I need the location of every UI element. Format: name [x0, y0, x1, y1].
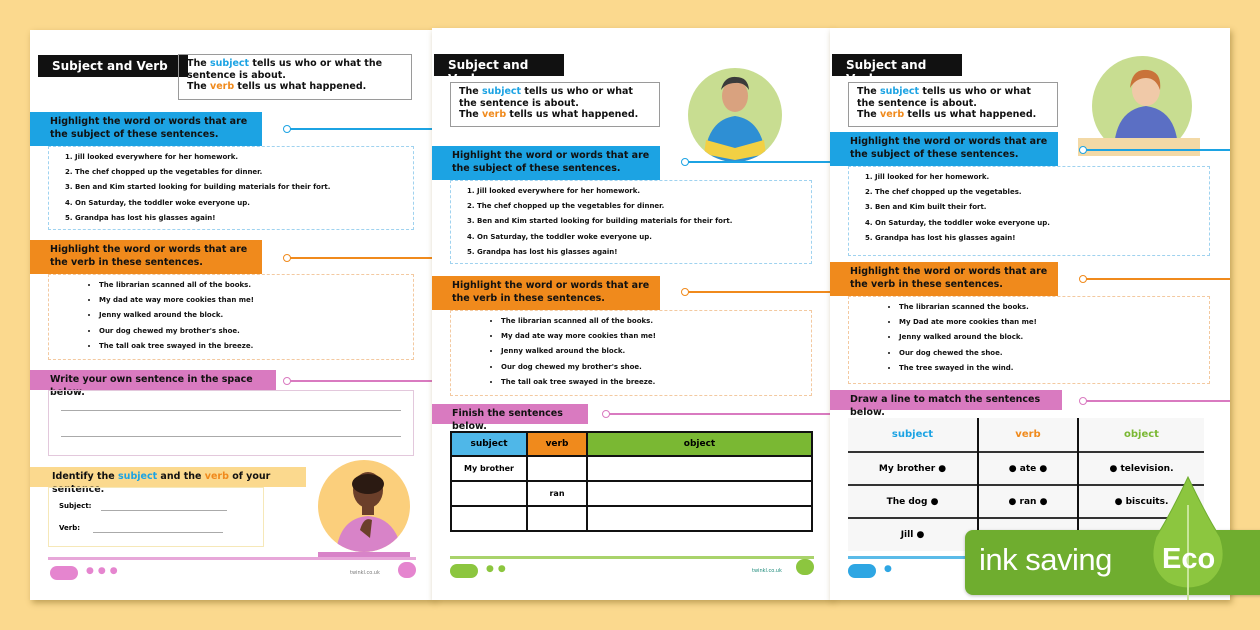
finish-sentence-table: [450, 431, 813, 532]
verb-keyword: verb: [880, 109, 905, 120]
identify-instruction-banner: [30, 467, 306, 495]
desk-illustration: [1078, 138, 1200, 156]
column-header-object: object: [587, 432, 812, 456]
list-item: 2. The chef chopped up the vegetables for dinner.: [477, 202, 803, 211]
twinkl-logo-icon: [450, 564, 478, 578]
twinkl-logo-small-icon: [796, 559, 814, 575]
verb-keyword: verb: [210, 81, 235, 92]
definition-text: tells us who or what the sentence is about.: [187, 58, 383, 81]
banner-text: and the: [157, 471, 205, 482]
definition-text: The: [857, 86, 880, 97]
list-item: • The librarian scanned all of the books.: [501, 317, 803, 326]
verb-keyword: verb: [482, 109, 507, 120]
definition-text: tells us what happened.: [904, 109, 1037, 120]
table-row: [451, 506, 812, 531]
list-item: • The tree swayed in the wind.: [899, 364, 1201, 373]
verb-label: Verb:: [59, 524, 81, 532]
column-header-subject: subject: [848, 418, 978, 452]
list-item: • Our dog chewed the shoe.: [899, 349, 1201, 358]
boy-reading-icon: [688, 68, 782, 162]
list-item: 5. Grandpa has lost his glasses again!: [477, 248, 803, 257]
sentence-writing-area[interactable]: [48, 390, 414, 456]
list-item: 5. Grandpa has lost his glasses again!: [75, 214, 405, 223]
match-item-object[interactable]: ● television.: [1078, 452, 1204, 485]
definition-box: [178, 54, 412, 100]
connector-line: [684, 161, 832, 163]
definition-text: The: [459, 109, 482, 120]
match-item-subject[interactable]: My brother ●: [848, 452, 978, 485]
list-item: • The tall oak tree swayed in the breeze.: [501, 378, 803, 387]
footer-url: twinkl.co.uk: [752, 568, 782, 574]
subject-answer-line[interactable]: [101, 510, 227, 511]
list-item: • Our dog chewed my brother's shoe.: [501, 363, 803, 372]
column-header-verb: verb: [978, 418, 1078, 452]
worksheet-title: Subject and Verb: [832, 54, 962, 76]
table-cell[interactable]: [527, 506, 587, 531]
boy-thinking-illustration: [318, 460, 410, 552]
subject-instruction-banner: Highlight the word or words that are the subject of these sentences.: [432, 146, 660, 180]
definition-text: The: [187, 81, 210, 92]
match-item-subject[interactable]: Jill ●: [848, 518, 978, 551]
list-item: • My dad ate way more cookies than me!: [501, 332, 803, 341]
list-item: • The librarian scanned the books.: [899, 303, 1201, 312]
table-cell[interactable]: My brother: [451, 456, 527, 481]
match-instruction-banner: Draw a line to match the sentences below.: [830, 390, 1062, 410]
match-item-verb[interactable]: ● ran ●: [978, 485, 1078, 518]
subject-keyword: subject: [118, 471, 158, 482]
footer-url: twinkl.co.uk: [350, 570, 380, 576]
verb-instruction-banner: Highlight the word or words that are the verb in these sentences.: [830, 262, 1058, 296]
definition-text: tells us what happened.: [234, 81, 367, 92]
list-item: 3. Ben and Kim started looking for building materials for their fort.: [75, 183, 405, 192]
difficulty-dots: ●: [884, 564, 896, 574]
worksheet-page-1: [30, 30, 434, 600]
connector-line: [684, 291, 832, 293]
subject-instruction-banner: Highlight the word or words that are the subject of these sentences.: [30, 112, 262, 146]
connector-line: [1082, 149, 1230, 151]
list-item: 1. Jill looked everywhere for her homework.: [75, 153, 405, 162]
table-header-row: [848, 418, 1204, 452]
list-item: 5. Grandpa has lost his glasses again!: [875, 234, 1201, 243]
twinkl-logo-icon: [50, 566, 78, 580]
list-item: 2. The chef chopped up the vegetables for dinner.: [75, 168, 405, 177]
connector-line: [1082, 278, 1230, 280]
subject-sentence-list: [848, 166, 1210, 256]
list-item: 1. Jill looked everywhere for her homework.: [477, 187, 803, 196]
list-item: • Jenny walked around the block.: [899, 333, 1201, 342]
list-item: • The tall oak tree swayed in the breeze.: [99, 342, 405, 351]
verb-sentence-list: [450, 310, 812, 396]
table-cell[interactable]: [587, 456, 812, 481]
definition-text: The: [857, 109, 880, 120]
list-item: • My dad ate way more cookies than me!: [99, 296, 405, 305]
subject-sentence-list: [48, 146, 414, 230]
list-item: 4. On Saturday, the toddler woke everyone up.: [477, 233, 803, 242]
column-header-subject: subject: [451, 432, 527, 456]
definition-box: [848, 82, 1058, 127]
eco-label: Eco: [1162, 543, 1216, 575]
definition-text: The: [187, 58, 210, 69]
table-row: [451, 456, 812, 481]
boy-thinking-icon: [318, 460, 410, 552]
verb-instruction-banner: Highlight the word or words that are the verb in these sentences.: [30, 240, 262, 274]
subject-keyword: subject: [880, 86, 920, 97]
worksheet-title: Subject and Verb: [434, 54, 564, 76]
subject-keyword: subject: [210, 58, 250, 69]
table-row: [451, 481, 812, 506]
table-cell[interactable]: [451, 481, 527, 506]
table-cell[interactable]: [587, 506, 812, 531]
table-header-row: [451, 432, 812, 456]
match-item-object[interactable]: ● biscuits.: [1078, 485, 1204, 518]
writing-line: [61, 410, 401, 411]
definition-text: The: [459, 86, 482, 97]
list-item: 4. On Saturday, the toddler woke everyone up.: [75, 199, 405, 208]
banner-text: Identify the: [52, 471, 119, 482]
table-cell[interactable]: [587, 481, 812, 506]
connector-line: [286, 128, 434, 130]
list-item: 3. Ben and Kim started looking for building materials for their fort.: [477, 217, 803, 226]
list-item: 2. The chef chopped up the vegetables.: [875, 188, 1201, 197]
footer-divider: [450, 556, 814, 559]
subject-label: Subject:: [59, 502, 92, 510]
leaf-icon: [1148, 475, 1228, 600]
definition-box: [450, 82, 660, 127]
boy-reading-illustration: [688, 68, 782, 162]
list-item: 1. Jill looked for her homework.: [875, 173, 1201, 182]
footer-divider: [48, 557, 416, 560]
verb-sentence-list: [848, 296, 1210, 384]
table-cell[interactable]: ran: [527, 481, 587, 506]
verb-answer-line[interactable]: [93, 532, 223, 533]
connector-line: [286, 380, 434, 382]
difficulty-dots: ●●: [486, 564, 510, 574]
list-item: 4. On Saturday, the toddler woke everyone up.: [875, 219, 1201, 228]
worksheet-title: Subject and Verb: [38, 55, 188, 77]
connector-line: [1082, 400, 1230, 402]
subject-sentence-list: [450, 180, 812, 264]
verb-instruction-banner: Highlight the word or words that are the verb in these sentences.: [432, 276, 660, 310]
match-item-verb[interactable]: ● ate ●: [978, 452, 1078, 485]
connector-line: [286, 257, 434, 259]
column-header-verb: verb: [527, 432, 587, 456]
verb-keyword: verb: [204, 471, 229, 482]
difficulty-dots: ●●●: [86, 566, 122, 576]
column-header-object: object: [1078, 418, 1204, 452]
twinkl-logo-small-icon: [398, 562, 416, 578]
match-item-subject[interactable]: The dog ●: [848, 485, 978, 518]
identify-answer-box: [48, 487, 264, 547]
list-item: • My Dad ate more cookies than me!: [899, 318, 1201, 327]
twinkl-logo-icon: [848, 564, 876, 578]
subject-keyword: subject: [482, 86, 522, 97]
list-item: • Jenny walked around the block.: [99, 311, 405, 320]
subject-instruction-banner: Highlight the word or words that are the subject of these sentences.: [830, 132, 1058, 166]
definition-text: tells us who or what the sentence is about.: [857, 86, 1031, 109]
definition-text: tells us who or what the sentence is about.: [459, 86, 633, 109]
writing-line: [61, 436, 401, 437]
write-instruction-banner: Write your own sentence in the space below.: [30, 370, 276, 390]
verb-sentence-list: [48, 274, 414, 360]
table-cell[interactable]: [451, 506, 527, 531]
connector-line: [605, 413, 832, 415]
definition-text: tells us what happened.: [506, 109, 639, 120]
list-item: • The librarian scanned all of the books.: [99, 281, 405, 290]
finish-instruction-banner: Finish the sentences below.: [432, 404, 588, 424]
list-item: • Our dog chewed my brother's shoe.: [99, 327, 405, 336]
list-item: 3. Ben and Kim built their fort.: [875, 203, 1201, 212]
worksheet-page-2: [432, 28, 832, 600]
banner-text: of your sentence.: [52, 471, 271, 495]
table-cell[interactable]: [527, 456, 587, 481]
eco-badge-text: ink saving: [979, 542, 1112, 577]
list-item: • Jenny walked around the block.: [501, 347, 803, 356]
